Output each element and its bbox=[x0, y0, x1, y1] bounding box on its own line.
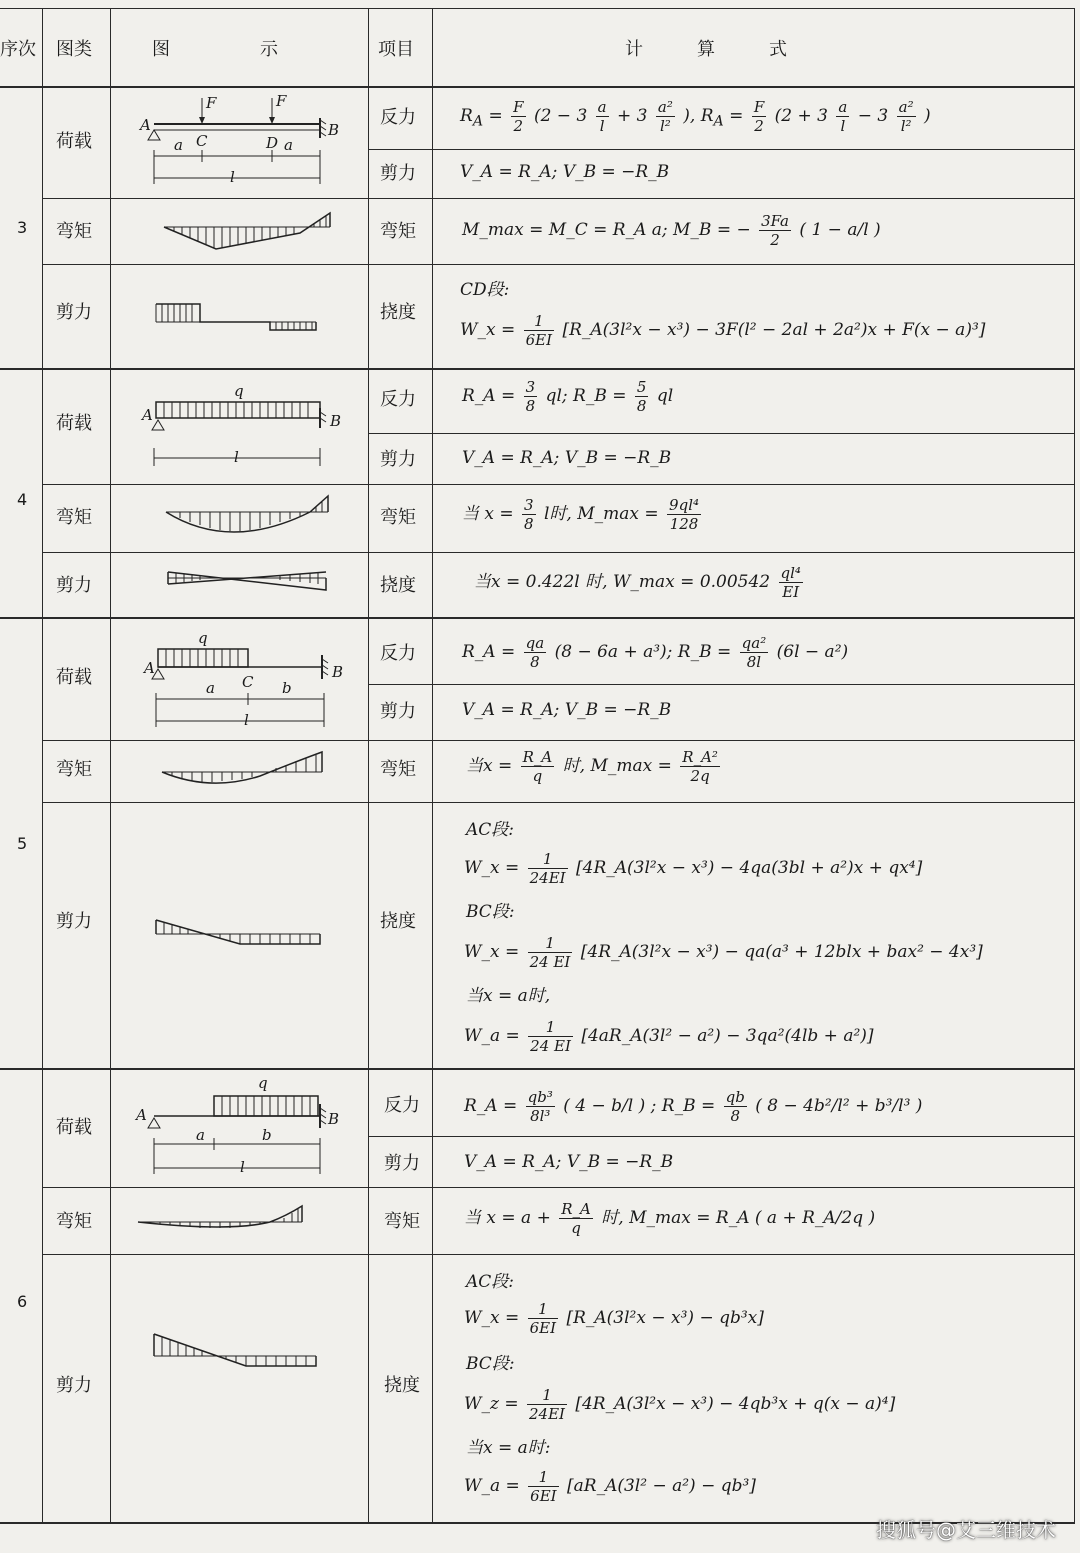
label-a: A bbox=[142, 406, 153, 424]
cat-moment: 弯矩 bbox=[56, 507, 92, 528]
rule bbox=[368, 802, 1075, 803]
row-seq: 5 bbox=[17, 834, 28, 853]
rule bbox=[368, 198, 1075, 199]
rule bbox=[42, 264, 368, 265]
rule bbox=[1074, 8, 1075, 1523]
moment-diagram bbox=[160, 492, 340, 548]
label-dim-b: b bbox=[262, 1126, 272, 1144]
rule bbox=[0, 368, 1075, 370]
shear-diagram bbox=[150, 910, 340, 970]
label-d: D bbox=[266, 134, 279, 152]
rule bbox=[368, 8, 369, 1523]
moment-diagram bbox=[130, 1196, 340, 1250]
formula-defl-at-a: W_a = $\frac{1}{24 EI}$ [4aR_A(3l² − a²) − 3qa²(4lb + a²)] bbox=[464, 1018, 874, 1055]
item-deflection: 挠度 bbox=[380, 302, 416, 323]
cat-load: 荷载 bbox=[56, 667, 92, 688]
cat-shear: 剪力 bbox=[56, 302, 92, 323]
formula-shear: V_A = R_A; V_B = −R_B bbox=[460, 162, 670, 182]
moment-diagram bbox=[150, 205, 350, 260]
header-formula: 计 算 式 bbox=[625, 39, 787, 60]
shear-diagram bbox=[150, 290, 350, 350]
header-category: 图类 bbox=[56, 39, 92, 60]
formula-defl-bc: W_x = $\frac{1}{24 EI}$ [4R_A(3l²x − x³) − qa(a³ + 12blx + bax² − 4x³] bbox=[464, 934, 983, 971]
item-deflection: 挠度 bbox=[384, 1375, 420, 1396]
row-seq: 4 bbox=[17, 490, 28, 509]
load-diagram bbox=[130, 625, 360, 735]
load-diagram bbox=[130, 378, 360, 478]
formula-deflection: W_x = $\frac{1}{6EI}$ [R_A(3l²x − x³) − 3F(l² − 2al + 2a²)x + F(x − a)³] bbox=[460, 312, 986, 349]
item-shear: 剪力 bbox=[384, 1153, 420, 1174]
rule bbox=[368, 264, 1075, 265]
label-b: B bbox=[328, 1110, 340, 1128]
label-q: q bbox=[234, 382, 244, 400]
label-l: l bbox=[244, 711, 249, 729]
formula-defl-bc: W_z = $\frac{1}{24EI}$ [4R_A(3l²x − x³) − 4qb³x + q(x − a)⁴] bbox=[464, 1386, 896, 1423]
label-q: q bbox=[198, 629, 208, 647]
label-dim-a1: a bbox=[174, 136, 183, 154]
defl-bc-title: BC段: bbox=[466, 1354, 515, 1374]
label-dim-a: a bbox=[206, 679, 215, 697]
rule bbox=[42, 740, 368, 741]
formula-reaction: R_A = $\frac{\text{qb³}}{\text{8l³}}$ ( 4 − b/l ) ; R_B = $\frac{qb}{8}$ ( 8 − 4b²/l² + b³/l³ ) bbox=[464, 1088, 923, 1125]
header-seq: 序次 bbox=[0, 39, 36, 60]
rule bbox=[42, 802, 368, 803]
label-a: A bbox=[140, 116, 151, 134]
formula-shear: V_A = R_A; V_B = −R_B bbox=[464, 1152, 674, 1172]
item-moment: 弯矩 bbox=[384, 1211, 420, 1232]
formula-reaction: $R_A$ = $\frac{F}{2}$ (2 − 3 $\frac{a}{l}$ + 3 $\frac{\text{a²}}{\text{l²}}$ ), $R_A$ = $\frac{F}{2}$ (2 + 3 $\frac{a}{l}$ − 3 $\frac{\text{a²}}{\text{l²}}$ ) bbox=[460, 98, 931, 135]
rule bbox=[42, 1187, 368, 1188]
defl-bc-title: BC段: bbox=[466, 902, 515, 922]
item-shear: 剪力 bbox=[380, 701, 416, 722]
formula-reaction: R_A = $\frac{qa}{8}$ (8 − 6a + a³); R_B = $\frac{\text{qa²}}{8l}$ (6l − a²) bbox=[462, 634, 849, 671]
rule bbox=[368, 149, 1075, 150]
label-b: B bbox=[330, 412, 342, 430]
formula-moment: 当 x = a + $\frac{R\_A}{q}$ 时, M_max = R_A ( a + R_A/2q ) bbox=[464, 1200, 876, 1237]
item-deflection: 挠度 bbox=[380, 911, 416, 932]
rule bbox=[368, 1136, 1075, 1137]
label-l: l bbox=[234, 448, 239, 466]
rule bbox=[0, 1068, 1075, 1070]
label-dim-a: a bbox=[196, 1126, 205, 1144]
cat-load: 荷载 bbox=[56, 1117, 92, 1138]
label-a: A bbox=[136, 1106, 147, 1124]
item-shear: 剪力 bbox=[380, 163, 416, 184]
rule bbox=[432, 8, 433, 1523]
label-c: C bbox=[196, 132, 208, 150]
formula-moment: M_max = M_C = R_A a; M_B = − $\frac{3Fa}{2}$ ( 1 − a/l ) bbox=[462, 212, 881, 249]
item-moment: 弯矩 bbox=[380, 221, 416, 242]
rule bbox=[368, 740, 1075, 741]
label-b: B bbox=[328, 121, 340, 139]
formula-moment: 当x = $\frac{R\_A}{q}$ 时, M_max = $\frac{\text{R\_A²}}{2q}$ bbox=[466, 748, 718, 785]
formula-shear: V_A = R_A; V_B = −R_B bbox=[462, 700, 672, 720]
rule bbox=[368, 484, 1075, 485]
formula-defl-ac: W_x = $\frac{1}{24EI}$ [4R_A(3l²x − x³) − 4qa(3bl + a²)x + qx⁴] bbox=[464, 850, 923, 887]
row-seq: 6 bbox=[17, 1292, 28, 1311]
label-l: l bbox=[230, 168, 235, 186]
item-reaction: 反力 bbox=[380, 389, 416, 410]
rule bbox=[368, 684, 1075, 685]
cat-shear: 剪力 bbox=[56, 1375, 92, 1396]
cat-load: 荷载 bbox=[56, 413, 92, 434]
label-c: C bbox=[242, 673, 254, 691]
load-diagram bbox=[130, 90, 360, 196]
defl-at-a-title: 当x = a时: bbox=[466, 1438, 551, 1458]
rule bbox=[0, 8, 1075, 9]
cat-moment: 弯矩 bbox=[56, 221, 92, 242]
header-item: 项目 bbox=[378, 39, 414, 60]
rule bbox=[42, 1254, 368, 1255]
defl-ac-title: AC段: bbox=[466, 820, 515, 840]
rule bbox=[110, 8, 111, 1523]
row-seq: 3 bbox=[17, 218, 28, 237]
formula-shear: V_A = R_A; V_B = −R_B bbox=[462, 448, 672, 468]
header-diagram: 图 示 bbox=[152, 39, 278, 60]
item-moment: 弯矩 bbox=[380, 507, 416, 528]
label-l: l bbox=[240, 1158, 245, 1176]
label-q: q bbox=[258, 1074, 268, 1092]
defl-at-a-title: 当x = a时, bbox=[466, 986, 551, 1006]
formula-deflection: 当x = 0.422l 时, W_max = 0.00542 $\frac{\text{ql⁴}}{EI}$ bbox=[474, 564, 801, 601]
label-dim-b: b bbox=[282, 679, 292, 697]
defl-ac-title: AC段: bbox=[466, 1272, 515, 1292]
rule bbox=[368, 433, 1075, 434]
rule bbox=[42, 552, 368, 553]
load-diagram bbox=[130, 1074, 360, 1184]
formula-reaction: R_A = $\frac{3}{8}$ ql; R_B = $\frac{5}{8}$ ql bbox=[462, 378, 674, 415]
label-dim-a2: a bbox=[284, 136, 293, 154]
formula-moment: 当 x = $\frac{3}{8}$ l时, M_max = $\frac{\text{9ql⁴}}{128}$ bbox=[462, 496, 700, 533]
moment-diagram bbox=[150, 748, 340, 798]
rule bbox=[368, 1254, 1075, 1255]
item-reaction: 反力 bbox=[380, 107, 416, 128]
cat-moment: 弯矩 bbox=[56, 759, 92, 780]
cat-shear: 剪力 bbox=[56, 575, 92, 596]
item-shear: 剪力 bbox=[380, 449, 416, 470]
shear-diagram bbox=[146, 1322, 336, 1392]
rule bbox=[368, 552, 1075, 553]
label-f1: F bbox=[206, 94, 217, 112]
formula-defl-title: CD段: bbox=[460, 280, 510, 300]
item-deflection: 挠度 bbox=[380, 575, 416, 596]
formula-defl-ac: W_x = $\frac{1}{6EI}$ [R_A(3l²x − x³) − qb³x] bbox=[464, 1300, 764, 1337]
item-reaction: 反力 bbox=[384, 1095, 420, 1116]
cat-load: 荷载 bbox=[56, 131, 92, 152]
formula-defl-at-a: W_a = $\frac{1}{6EI}$ [aR_A(3l² − a²) − qb³] bbox=[464, 1468, 756, 1505]
cat-shear: 剪力 bbox=[56, 911, 92, 932]
rule bbox=[368, 1187, 1075, 1188]
label-b: B bbox=[332, 663, 344, 681]
watermark: 搜狐号@艾三维技术 bbox=[876, 1518, 1056, 1542]
label-f2: F bbox=[276, 92, 287, 110]
rule bbox=[0, 86, 1075, 88]
rule bbox=[0, 617, 1075, 619]
rule bbox=[42, 8, 43, 1523]
rule bbox=[42, 484, 368, 485]
shear-diagram bbox=[160, 560, 340, 610]
item-moment: 弯矩 bbox=[380, 759, 416, 780]
cat-moment: 弯矩 bbox=[56, 1211, 92, 1232]
label-a: A bbox=[144, 659, 155, 677]
item-reaction: 反力 bbox=[380, 643, 416, 664]
rule bbox=[42, 198, 368, 199]
